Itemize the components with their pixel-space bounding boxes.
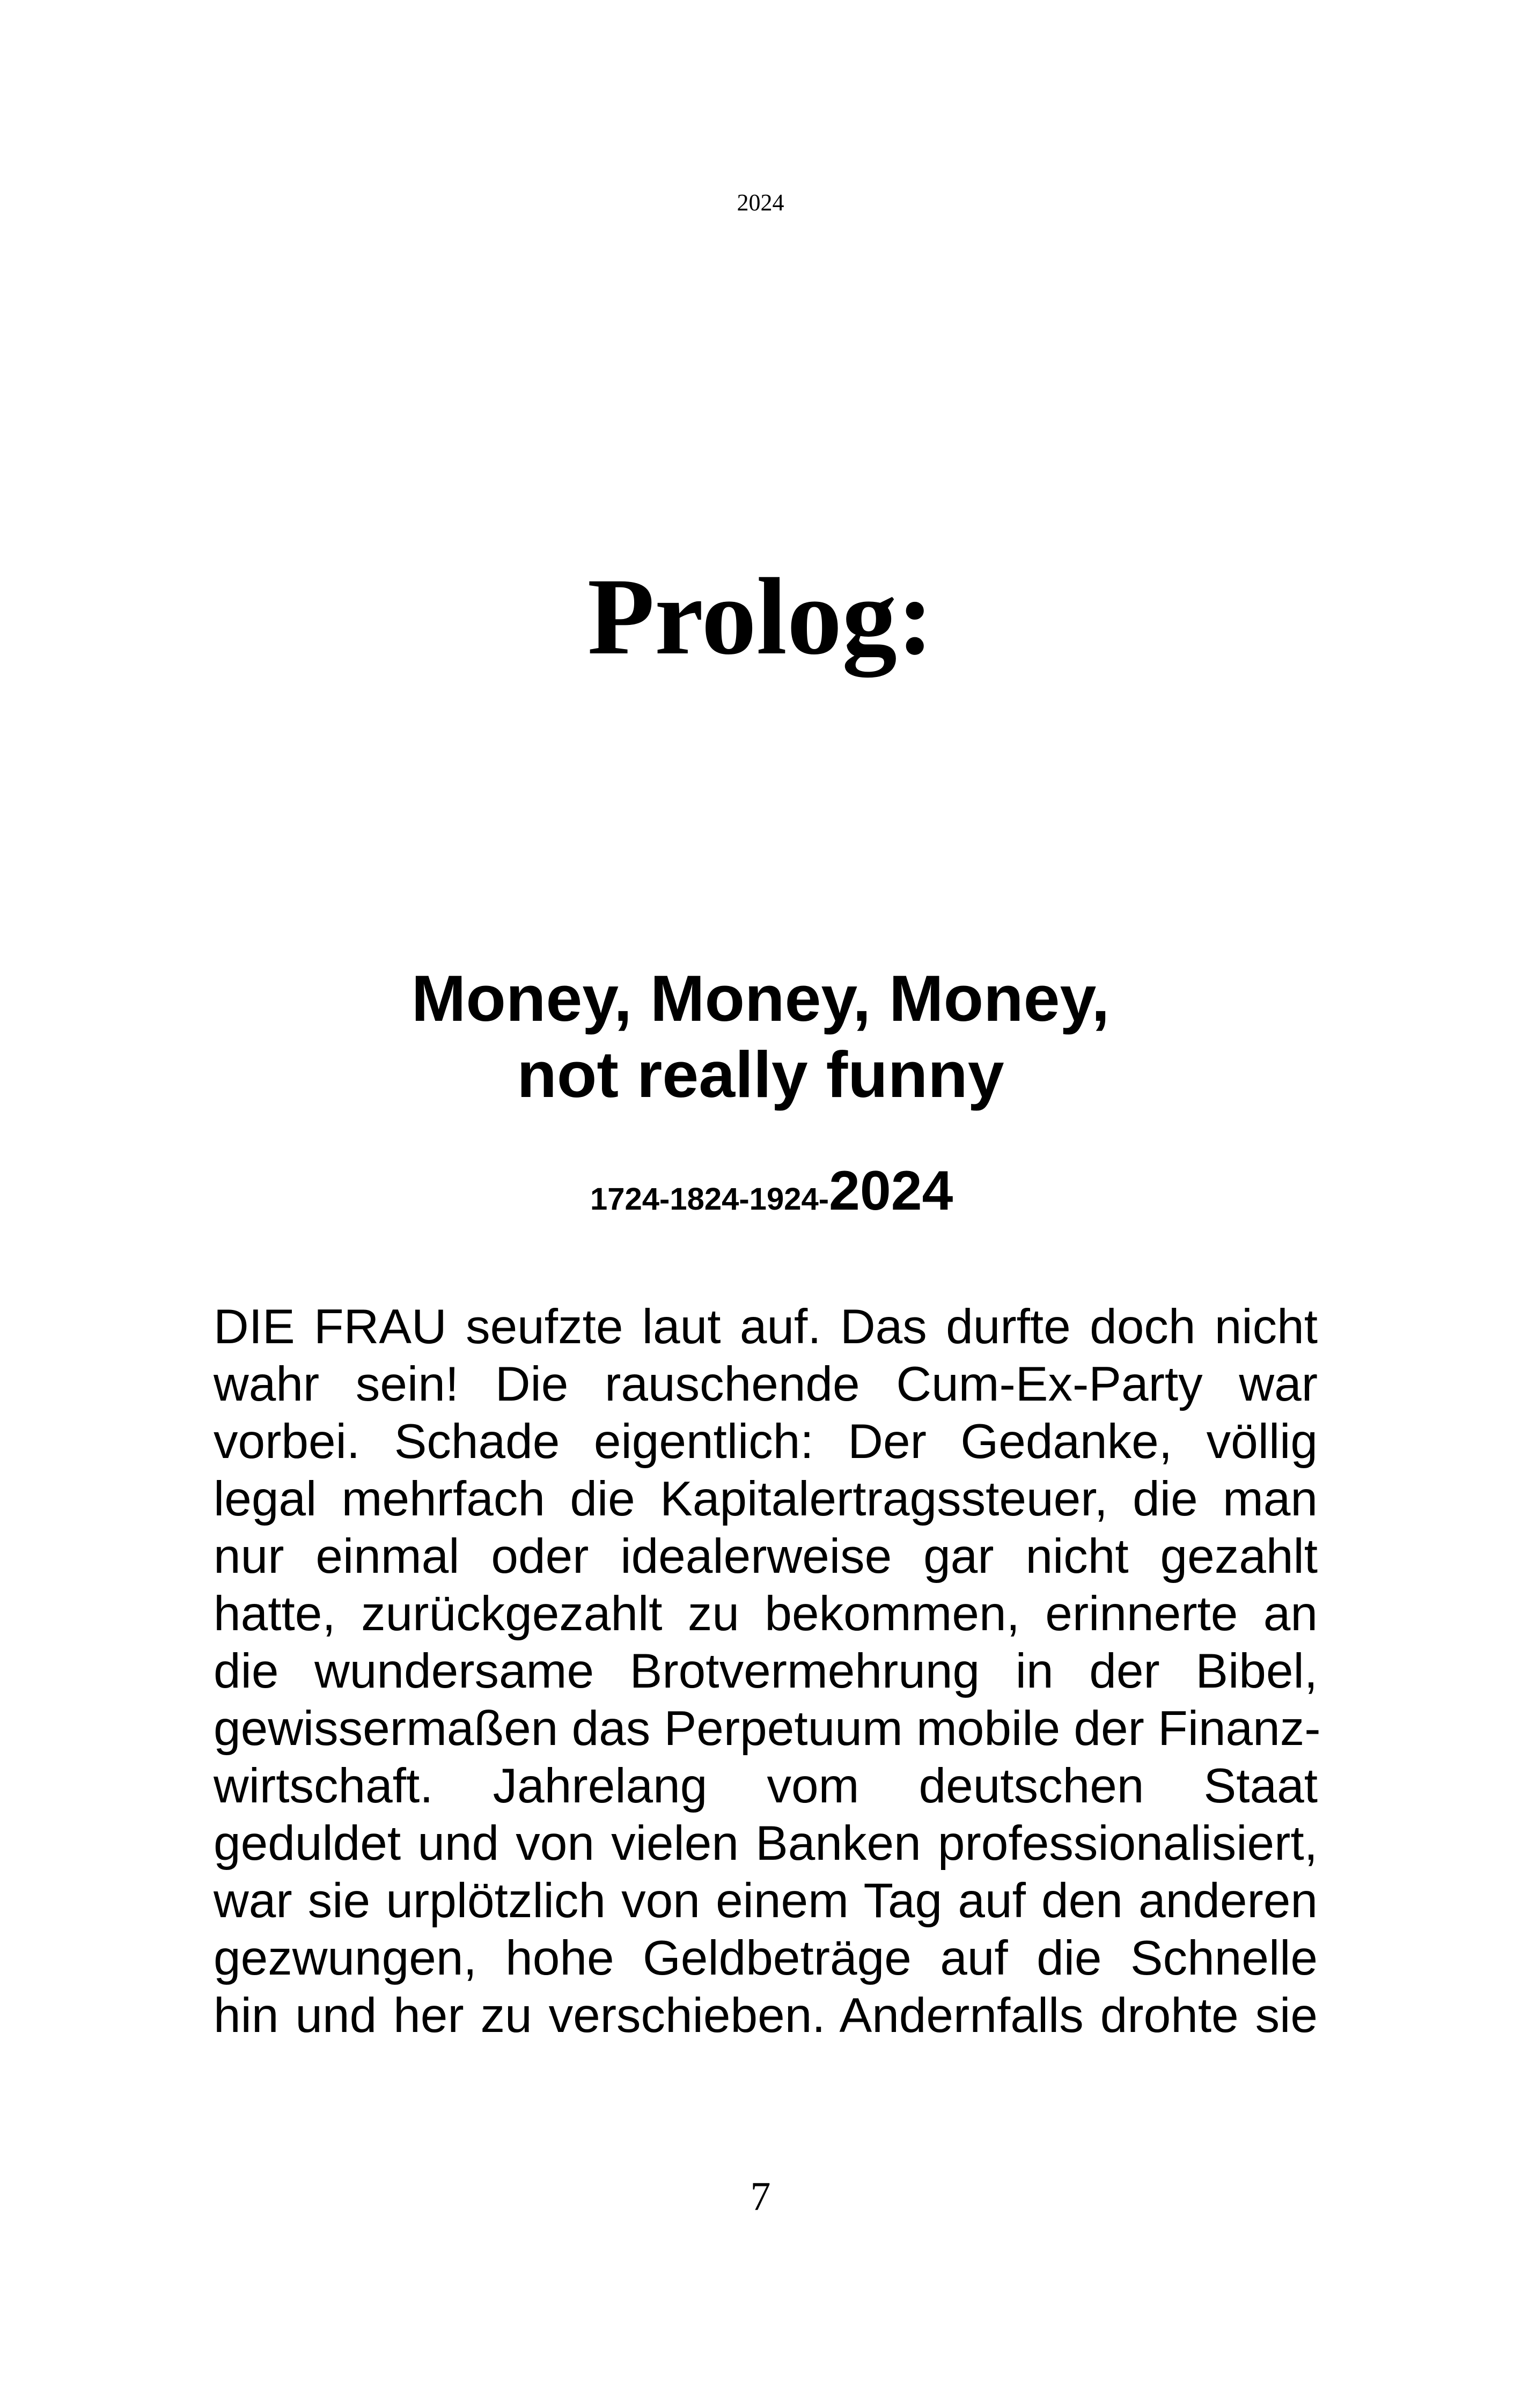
body-line: gewissermaßen das Perpetuum mobile der Finanz- [214,1702,1321,1756]
body-paragraph [214,1298,1321,2044]
body-line: hin und her zu verschieben. Andernfalls drohte sie [214,1989,1318,2043]
subtitle-line-1: Money, Money, Money, [411,962,1110,1035]
chapter-subtitle [0,960,1521,1113]
body-line: die wundersame Brotvermehrung in der Bibel, [214,1644,1318,1698]
year-sequence-prefix: 1724-1824-1924- [590,1182,829,1217]
subtitle-line-2: not really funny [517,1038,1004,1111]
body-line: hatte, zurückgezahlt zu bekommen, erinnerte an [214,1587,1318,1641]
body-line: legal mehrfach die Kapitalertragssteuer, die man [214,1472,1318,1526]
body-line: gezwungen, hohe Geldbeträge auf die Schnelle [214,1931,1318,1985]
page-number: 7 [750,2174,771,2219]
year-sequence [590,1153,1127,1245]
body-line: vorbei. Schade eigentlich: Der Gedanke, völlig [214,1415,1318,1469]
body-line: DIE FRAU seufzte laut auf. Das durfte doch nicht [214,1300,1318,1354]
body-line: wahr sein! Die rauschende Cum-Ex-Party war [214,1357,1318,1411]
body-line: war sie urplötzlich von einem Tag auf den anderen [214,1874,1318,1928]
year-sequence-highlight: 2024 [829,1160,953,1222]
body-line: geduldet und von vielen Banken professionalisiert, [214,1816,1318,1871]
running-head: 2024 [737,189,784,216]
body-line: nur einmal oder idealerweise gar nicht gezahlt [214,1529,1318,1584]
chapter-title: Prolog: [587,556,934,678]
body-line: wirtschaft. Jahrelang vom deutschen Staat [214,1759,1318,1813]
